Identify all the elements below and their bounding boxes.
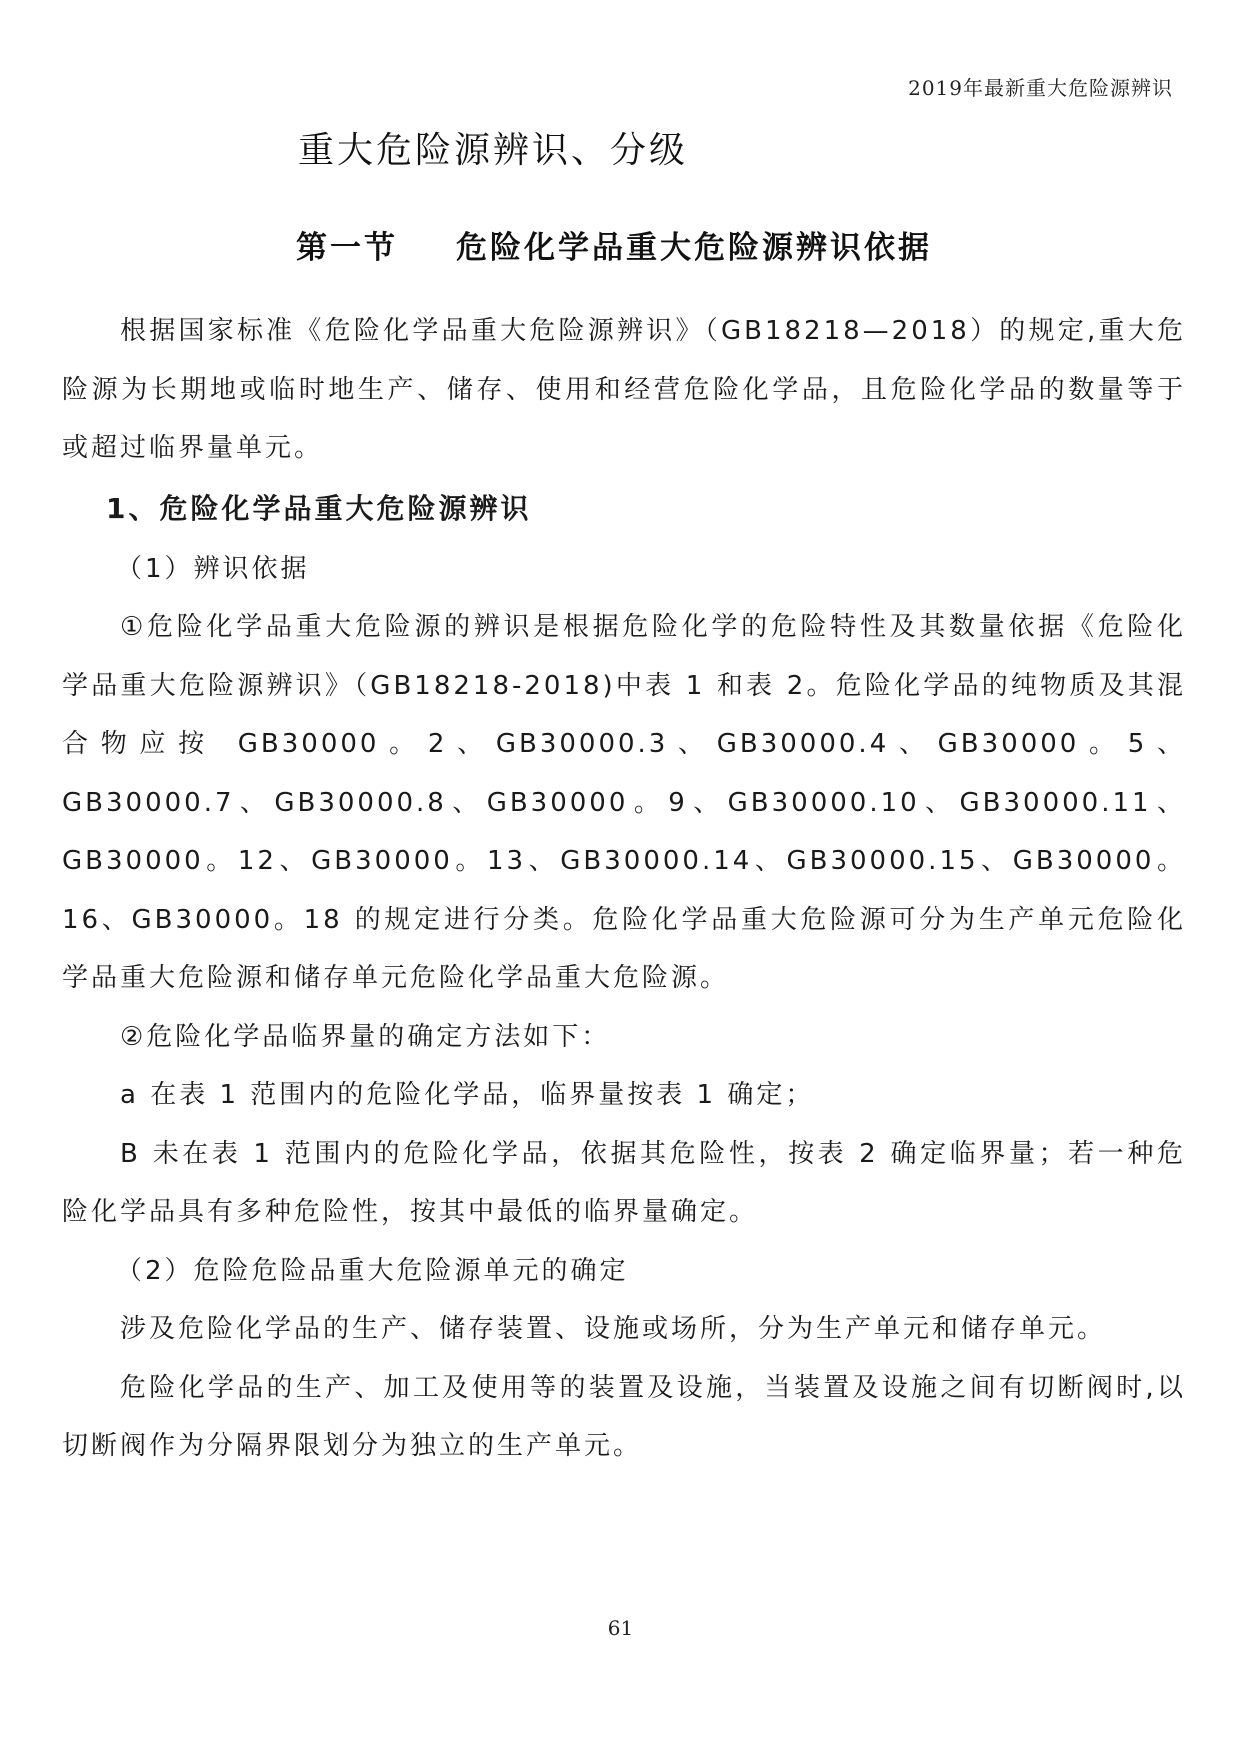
page-number: 61 — [607, 1616, 634, 1640]
paragraph-threshold-a: a 在表 1 范围内的危险化学品，临界量按表 1 确定； — [120, 1080, 815, 1110]
section-title: 危险化学品重大危险源辨识依据 — [456, 230, 932, 266]
paragraph-basis-detail: ①危险化学品重大危险源的辨识是根据危险化学的危险特性及其数量依据《危险化学品重大危险源辨识》（GB18218-2018)中表 1 和表 2。危险化学品的纯物质及其混合物应按 GB30000。2、GB30000.3、GB30000.4、GB30000。5、GB30000.7、GB30000.8、GB30000。9、GB30000.10、GB30000.11、GB30000。12、GB30000。13、GB30000.14、GB30000.15、GB30000。16、GB30000。18 的规定进行分类。危险化学品重大危险源可分为生产单元危险化学品重大危险源和储存单元危险化学品重大危险源。 — [62, 612, 1186, 993]
paragraph-unit-division: 涉及危险化学品的生产、储存装置、设施或场所，分为生产单元和储存单元。 — [120, 1314, 1107, 1344]
subsection-unit: （2）危险危险品重大危险源单元的确定 — [116, 1255, 629, 1286]
paragraph-threshold-method: ②危险化学品临界量的确定方法如下： — [120, 1021, 611, 1052]
paragraph-production-unit: 危险化学品的生产、加工及使用等的装置及设施，当装置及设施之间有切断阀时,以切断阀作为分隔界限划分为独立的生产单元。 — [62, 1372, 1186, 1461]
running-header: 2019年最新重大危险源辨识 — [908, 76, 1173, 100]
paragraph-threshold-b: B 未在表 1 范围内的危险化学品，依据其危险性，按表 2 确定临界量；若一种危险化学品具有多种危险性，按其中最低的临界量确定。 — [62, 1138, 1186, 1227]
document-title: 重大危险源辨识、分级 — [298, 130, 689, 171]
subsection-basis: （1）辨识依据 — [116, 553, 310, 584]
document-body — [62, 302, 1186, 1476]
subheading-identification: 1、危险化学品重大危险源辨识 — [106, 491, 532, 525]
paragraph-intro: 根据国家标准《危险化学品重大危险源辨识》（GB18218—2018）的规定,重大危险源为长期地或临时地生产、储存、使用和经营危险化学品，且危险化学品的数量等于或超过临界量单元。 — [62, 316, 1186, 463]
section-number: 第一节 — [296, 230, 398, 266]
section-heading — [296, 222, 932, 267]
